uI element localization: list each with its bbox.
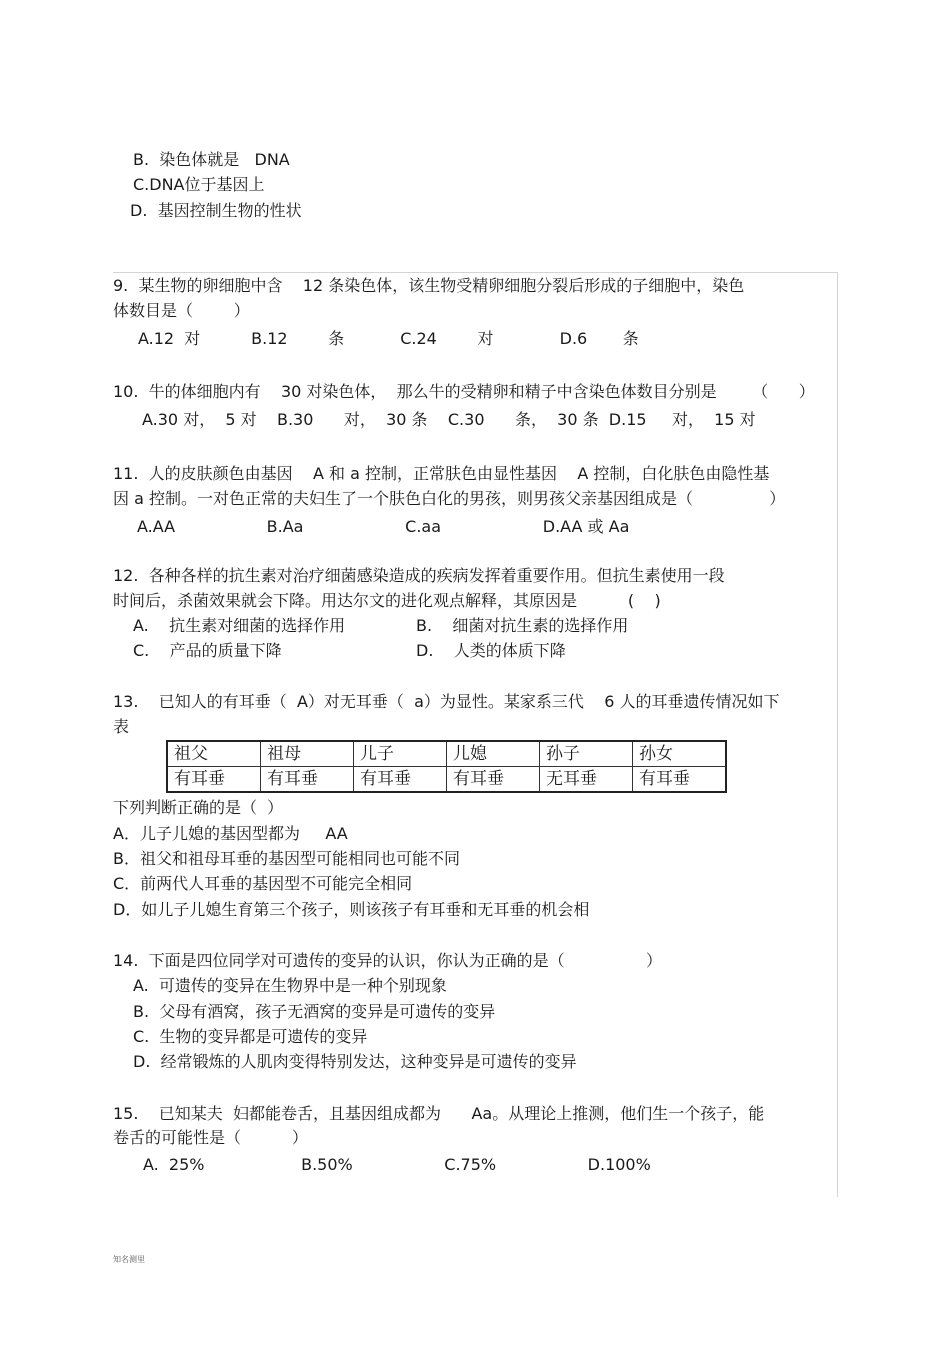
q15-options: A. 25% B.50% C.75% D.100% bbox=[143, 1155, 651, 1174]
page-footer: 知名测里 bbox=[113, 1255, 145, 1264]
table-header-cell: 祖母 bbox=[261, 741, 354, 767]
q11-options: A.AA B.Aa C.aa D.AA 或 Aa bbox=[137, 517, 630, 536]
table-header-cell: 儿子 bbox=[354, 741, 447, 767]
q14-option-d: D. 经常锻炼的人肌肉变得特别发达，这种变异是可遗传的变异 bbox=[133, 1052, 577, 1071]
q13-prompt: 下列判断正确的是（ ） bbox=[113, 798, 284, 817]
q13-option-c: C．前两代人耳垂的基因型不可能完全相同 bbox=[113, 874, 413, 893]
q10-stem: 10. 牛的体细胞内有 30 对染色体， 那么牛的受精卵和精子中含染色体数目分别是 （ ） bbox=[113, 382, 815, 401]
table-cell: 有耳垂 bbox=[633, 767, 727, 793]
q13-option-d: D．如儿子儿媳生育第三个孩子，则该孩子有耳垂和无耳垂的机会相 bbox=[113, 900, 590, 919]
q15-stem-line2: 卷舌的可能性是（ ） bbox=[113, 1128, 308, 1147]
table-header-cell: 儿媳 bbox=[447, 741, 540, 767]
right-rule bbox=[837, 272, 838, 1197]
q8-option-d: D. 基因控制生物的性状 bbox=[130, 201, 302, 220]
table-cell: 有耳垂 bbox=[167, 767, 261, 793]
q8-option-b: B. 染色体就是 DNA bbox=[133, 150, 290, 169]
q12-stem-line1: 12. 各种各样的抗生素对治疗细菌感染造成的疾病发挥着重要作用。但抗生素使用一段 bbox=[113, 566, 725, 585]
q11-stem-line2: 因 a 控制。一对色正常的夫妇生了一个肤色白化的男孩，则男孩父亲基因组成是（ ） bbox=[113, 489, 786, 508]
q9-options: A.12 对 B.12 条 C.24 对 D.6 条 bbox=[138, 329, 639, 348]
q13-option-a: A．儿子儿媳的基因型都为 AA bbox=[113, 824, 348, 843]
q12-option-c: C. 产品的质量下降 bbox=[133, 641, 282, 660]
q13-option-b: B．祖父和祖母耳垂的基因型可能相同也可能不同 bbox=[113, 849, 460, 868]
table-header-cell: 祖父 bbox=[167, 741, 261, 767]
table-header-row bbox=[167, 741, 726, 767]
q13-stem-line1: 13. 已知人的有耳垂（ A）对无耳垂（ a）为显性。某家系三代 6 人的耳垂遗传情况如下 bbox=[113, 692, 780, 711]
table-row bbox=[167, 767, 726, 793]
table-cell: 有耳垂 bbox=[447, 767, 540, 793]
table-cell: 有耳垂 bbox=[354, 767, 447, 793]
q12-option-d: D. 人类的体质下降 bbox=[416, 641, 566, 660]
q8-option-c: C.DNA位于基因上 bbox=[133, 175, 265, 194]
top-rule bbox=[113, 272, 838, 273]
q9-stem-line2: 体数目是（ ） bbox=[113, 301, 250, 320]
ear-lobe-table bbox=[166, 740, 727, 793]
q10-options: A.30 对， 5 对 B.30 对， 30 条 C.30 条， 30 条 D.15 对， 15 对 bbox=[142, 410, 756, 429]
table-cell: 无耳垂 bbox=[540, 767, 633, 793]
q14-option-b: B. 父母有酒窝，孩子无酒窝的变异是可遗传的变异 bbox=[133, 1002, 496, 1021]
q9-stem-line1: 9. 某生物的卵细胞中含 12 条染色体，该生物受精卵细胞分裂后形成的子细胞中，染色 bbox=[113, 276, 745, 295]
table-header-cell: 孙女 bbox=[633, 741, 727, 767]
table-header-cell: 孙子 bbox=[540, 741, 633, 767]
q14-option-a: A. 可遗传的变异在生物界中是一种个别现象 bbox=[133, 976, 447, 995]
q12-option-a: A. 抗生素对细菌的选择作用 bbox=[133, 616, 346, 635]
table-cell: 有耳垂 bbox=[261, 767, 354, 793]
q14-option-c: C. 生物的变异都是可遗传的变异 bbox=[133, 1027, 368, 1046]
q11-stem-line1: 11. 人的皮肤颜色由基因 A 和 a 控制，正常肤色由显性基因 A 控制，白化肤色由隐性基 bbox=[113, 464, 770, 483]
q14-stem: 14. 下面是四位同学对可遗传的变异的认识，你认为正确的是（ ） bbox=[113, 951, 662, 970]
q15-stem-line1: 15. 已知某夫 妇都能卷舌，且基因组成都为 Aa。从理论上推测，他们生一个孩子，能 bbox=[113, 1104, 765, 1123]
q13-stem-line2: 表 bbox=[113, 717, 130, 736]
q12-stem-line2: 时间后，杀菌效果就会下降。用达尔文的进化观点解释，其原因是 ( ) bbox=[113, 591, 661, 610]
q12-option-b: B. 细菌对抗生素的选择作用 bbox=[416, 616, 629, 635]
